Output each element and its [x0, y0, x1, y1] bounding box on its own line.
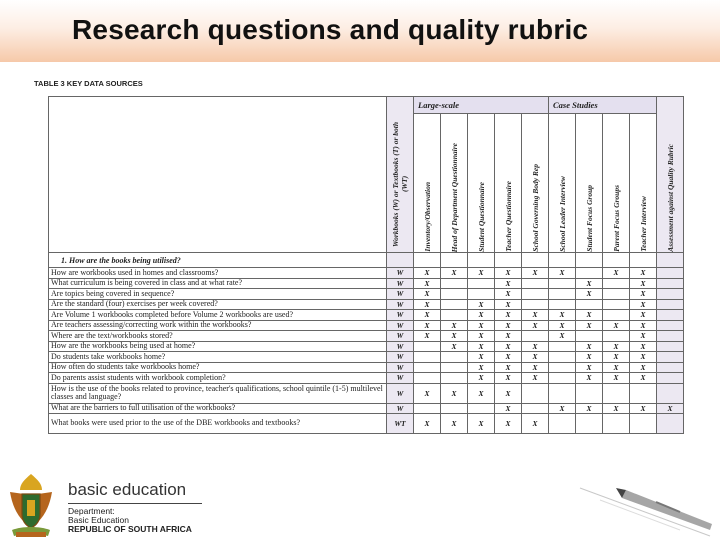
- source-cell: [603, 299, 630, 310]
- source-cell: [414, 352, 441, 363]
- source-cell: [576, 414, 603, 434]
- source-cell: [522, 278, 549, 289]
- source-cell: X: [414, 414, 441, 434]
- source-cell: X: [441, 331, 468, 342]
- group-header-case-studies: Case Studies: [549, 97, 657, 114]
- source-cell: X: [603, 320, 630, 331]
- source-cell: X: [414, 299, 441, 310]
- source-cell: [657, 341, 684, 352]
- source-cell: [522, 383, 549, 403]
- source-cell: [657, 268, 684, 279]
- source-cell: X: [495, 331, 522, 342]
- column-header: Teacher Interview: [630, 114, 657, 253]
- source-cell: X: [576, 289, 603, 300]
- source-cell: [657, 320, 684, 331]
- slide-title: Research questions and quality rubric: [72, 14, 589, 45]
- source-cell: [630, 383, 657, 403]
- source-cell: X: [495, 352, 522, 363]
- source-cell: X: [441, 320, 468, 331]
- source-cell: [603, 383, 630, 403]
- question-cell: Where are the text/workbooks stored?: [49, 331, 387, 342]
- source-cell: [657, 299, 684, 310]
- source-cell: X: [522, 362, 549, 373]
- source-cell: X: [495, 373, 522, 384]
- source-cell: X: [414, 310, 441, 321]
- source-cell: X: [630, 310, 657, 321]
- source-cell: X: [468, 310, 495, 321]
- wt-cell: W: [387, 310, 414, 321]
- source-cell: X: [630, 268, 657, 279]
- question-cell: How often do students take workbooks home?: [49, 362, 387, 373]
- brand-divider: [68, 503, 202, 504]
- table-row: [49, 341, 684, 352]
- source-cell: X: [657, 403, 684, 414]
- source-cell: [657, 331, 684, 342]
- source-cell: X: [603, 373, 630, 384]
- question-cell: Are the standard (four) exercises per week covered?: [49, 299, 387, 310]
- wt-cell: W: [387, 403, 414, 414]
- source-cell: [549, 383, 576, 403]
- source-cell: X: [576, 362, 603, 373]
- column-header: Student Focus Group: [576, 114, 603, 253]
- source-cell: [414, 341, 441, 352]
- wt-cell: W: [387, 362, 414, 373]
- table-row: [49, 331, 684, 342]
- column-header-rubric: Assessment against Quality Rubric: [657, 97, 684, 253]
- source-cell: X: [576, 341, 603, 352]
- source-cell: [414, 403, 441, 414]
- source-cell: X: [576, 403, 603, 414]
- source-cell: [549, 341, 576, 352]
- source-cell: X: [414, 289, 441, 300]
- question-cell: Are topics being covered in sequence?: [49, 289, 387, 300]
- source-cell: X: [603, 352, 630, 363]
- source-cell: [414, 362, 441, 373]
- column-header: School Leader Interview: [549, 114, 576, 253]
- table-row: [49, 320, 684, 331]
- source-cell: X: [414, 278, 441, 289]
- source-cell: X: [603, 362, 630, 373]
- source-cell: [522, 289, 549, 300]
- source-cell: X: [549, 268, 576, 279]
- brand-name: basic education: [68, 480, 187, 499]
- source-cell: [603, 310, 630, 321]
- source-cell: X: [549, 320, 576, 331]
- column-header: Teacher Questionnaire: [495, 114, 522, 253]
- table-row: [49, 289, 684, 300]
- table-caption: TABLE 3 KEY DATA SOURCES: [34, 79, 143, 88]
- section-heading: 1. How are the books being utilised?: [49, 253, 387, 268]
- source-cell: [603, 414, 630, 434]
- column-header: Parent Focus Groups: [603, 114, 630, 253]
- table-row: [49, 414, 684, 434]
- source-cell: [522, 403, 549, 414]
- source-cell: X: [630, 278, 657, 289]
- source-cell: X: [468, 331, 495, 342]
- source-cell: X: [630, 299, 657, 310]
- question-cell: Are teachers assessing/correcting work within the workbooks?: [49, 320, 387, 331]
- source-cell: X: [441, 341, 468, 352]
- source-cell: [441, 289, 468, 300]
- data-sources-table: [48, 96, 684, 434]
- question-cell: Do parents assist students with workbook completion?: [49, 373, 387, 384]
- source-cell: X: [630, 341, 657, 352]
- source-cell: [549, 352, 576, 363]
- wt-cell: W: [387, 299, 414, 310]
- source-cell: X: [576, 352, 603, 363]
- source-cell: [657, 362, 684, 373]
- source-cell: X: [414, 331, 441, 342]
- department-label: Department:: [68, 506, 115, 516]
- source-cell: X: [576, 278, 603, 289]
- source-cell: X: [495, 383, 522, 403]
- source-cell: X: [576, 373, 603, 384]
- source-cell: [549, 414, 576, 434]
- table-row: [49, 383, 684, 403]
- question-cell: How are workbooks used in homes and classrooms?: [49, 268, 387, 279]
- source-cell: [549, 362, 576, 373]
- source-cell: X: [468, 362, 495, 373]
- source-cell: [603, 331, 630, 342]
- question-cell: What books were used prior to the use of the DBE workbooks and textbooks?: [49, 414, 387, 434]
- source-cell: [549, 289, 576, 300]
- source-cell: X: [414, 320, 441, 331]
- wt-cell: W: [387, 331, 414, 342]
- source-cell: X: [549, 331, 576, 342]
- source-cell: [576, 383, 603, 403]
- source-cell: [468, 278, 495, 289]
- source-cell: [441, 352, 468, 363]
- coat-of-arms-logo: [2, 470, 60, 540]
- source-cell: X: [630, 352, 657, 363]
- source-cell: X: [495, 289, 522, 300]
- source-cell: X: [441, 268, 468, 279]
- source-cell: X: [522, 373, 549, 384]
- source-cell: X: [468, 373, 495, 384]
- source-cell: X: [414, 268, 441, 279]
- department-name: Basic Education: [68, 515, 129, 525]
- wt-cell: W: [387, 268, 414, 279]
- source-cell: X: [522, 352, 549, 363]
- question-cell: Do students take workbooks home?: [49, 352, 387, 363]
- source-cell: [657, 310, 684, 321]
- table-row: [49, 362, 684, 373]
- source-cell: X: [630, 373, 657, 384]
- source-cell: X: [549, 310, 576, 321]
- source-cell: X: [468, 268, 495, 279]
- source-cell: X: [630, 362, 657, 373]
- source-cell: [657, 373, 684, 384]
- source-cell: X: [495, 403, 522, 414]
- question-cell: How is the use of the books related to province, teacher's qualifications, school quintile (1-5) multilevel classes and language?: [49, 383, 387, 403]
- source-cell: [603, 289, 630, 300]
- wt-cell: WT: [387, 414, 414, 434]
- table-row: [49, 403, 684, 414]
- source-cell: X: [441, 383, 468, 403]
- source-cell: X: [603, 341, 630, 352]
- source-cell: [576, 331, 603, 342]
- source-cell: X: [441, 414, 468, 434]
- table-row: [49, 268, 684, 279]
- source-cell: [576, 299, 603, 310]
- source-cell: X: [576, 310, 603, 321]
- table-row: [49, 278, 684, 289]
- source-cell: [414, 373, 441, 384]
- source-cell: [441, 403, 468, 414]
- column-header: Student Questionnaire: [468, 114, 495, 253]
- source-cell: X: [522, 268, 549, 279]
- wt-cell: W: [387, 278, 414, 289]
- source-cell: X: [468, 341, 495, 352]
- source-cell: [549, 299, 576, 310]
- source-cell: [522, 299, 549, 310]
- wt-cell: W: [387, 383, 414, 403]
- source-cell: X: [549, 403, 576, 414]
- source-cell: [630, 414, 657, 434]
- source-cell: [441, 278, 468, 289]
- column-header: Inventory/Observation: [414, 114, 441, 253]
- wt-cell: W: [387, 352, 414, 363]
- source-cell: X: [576, 320, 603, 331]
- source-cell: X: [468, 299, 495, 310]
- pen-illustration: [560, 470, 720, 540]
- column-header: Head of Department Questionnaire: [441, 114, 468, 253]
- table-row: [49, 299, 684, 310]
- wt-cell: W: [387, 341, 414, 352]
- source-cell: [468, 403, 495, 414]
- source-cell: X: [630, 289, 657, 300]
- source-cell: X: [522, 341, 549, 352]
- question-cell: How are the workbooks being used at home?: [49, 341, 387, 352]
- source-cell: [549, 373, 576, 384]
- wt-cell: W: [387, 373, 414, 384]
- source-cell: [522, 331, 549, 342]
- table-row: [49, 310, 684, 321]
- question-header-cell: [49, 97, 387, 253]
- source-cell: X: [495, 299, 522, 310]
- source-cell: [657, 383, 684, 403]
- country-name: REPUBLIC OF SOUTH AFRICA: [68, 524, 192, 534]
- source-cell: [441, 299, 468, 310]
- source-cell: X: [495, 310, 522, 321]
- source-cell: [603, 278, 630, 289]
- source-cell: [468, 289, 495, 300]
- source-cell: [441, 362, 468, 373]
- source-cell: X: [468, 383, 495, 403]
- wt-cell: W: [387, 320, 414, 331]
- source-cell: X: [522, 414, 549, 434]
- column-header: School Governing Body Rep: [522, 114, 549, 253]
- source-cell: X: [495, 414, 522, 434]
- source-cell: X: [522, 310, 549, 321]
- source-cell: X: [495, 320, 522, 331]
- column-header-wt: Workbooks (W) or Textbooks (T) or both (WT): [387, 97, 414, 253]
- group-header-large-scale: Large-scale: [414, 97, 549, 114]
- source-cell: X: [495, 268, 522, 279]
- source-cell: [657, 414, 684, 434]
- source-cell: X: [522, 320, 549, 331]
- source-cell: [657, 289, 684, 300]
- source-cell: X: [495, 278, 522, 289]
- source-cell: X: [468, 414, 495, 434]
- question-cell: What are the barriers to full utilisation of the workbooks?: [49, 403, 387, 414]
- source-cell: X: [468, 320, 495, 331]
- question-cell: Are Volume 1 workbooks completed before Volume 2 workbooks are used?: [49, 310, 387, 321]
- table-row: [49, 352, 684, 363]
- source-cell: X: [414, 383, 441, 403]
- source-cell: X: [630, 403, 657, 414]
- source-cell: [657, 352, 684, 363]
- source-cell: [441, 310, 468, 321]
- source-cell: X: [630, 320, 657, 331]
- source-cell: [576, 268, 603, 279]
- table-row: [49, 373, 684, 384]
- source-cell: [549, 278, 576, 289]
- source-cell: [657, 278, 684, 289]
- source-cell: X: [468, 352, 495, 363]
- source-cell: X: [630, 331, 657, 342]
- wt-cell: W: [387, 289, 414, 300]
- source-cell: X: [495, 341, 522, 352]
- source-cell: X: [603, 268, 630, 279]
- source-cell: X: [495, 362, 522, 373]
- source-cell: [441, 373, 468, 384]
- source-cell: X: [603, 403, 630, 414]
- question-cell: What curriculum is being covered in class and at what rate?: [49, 278, 387, 289]
